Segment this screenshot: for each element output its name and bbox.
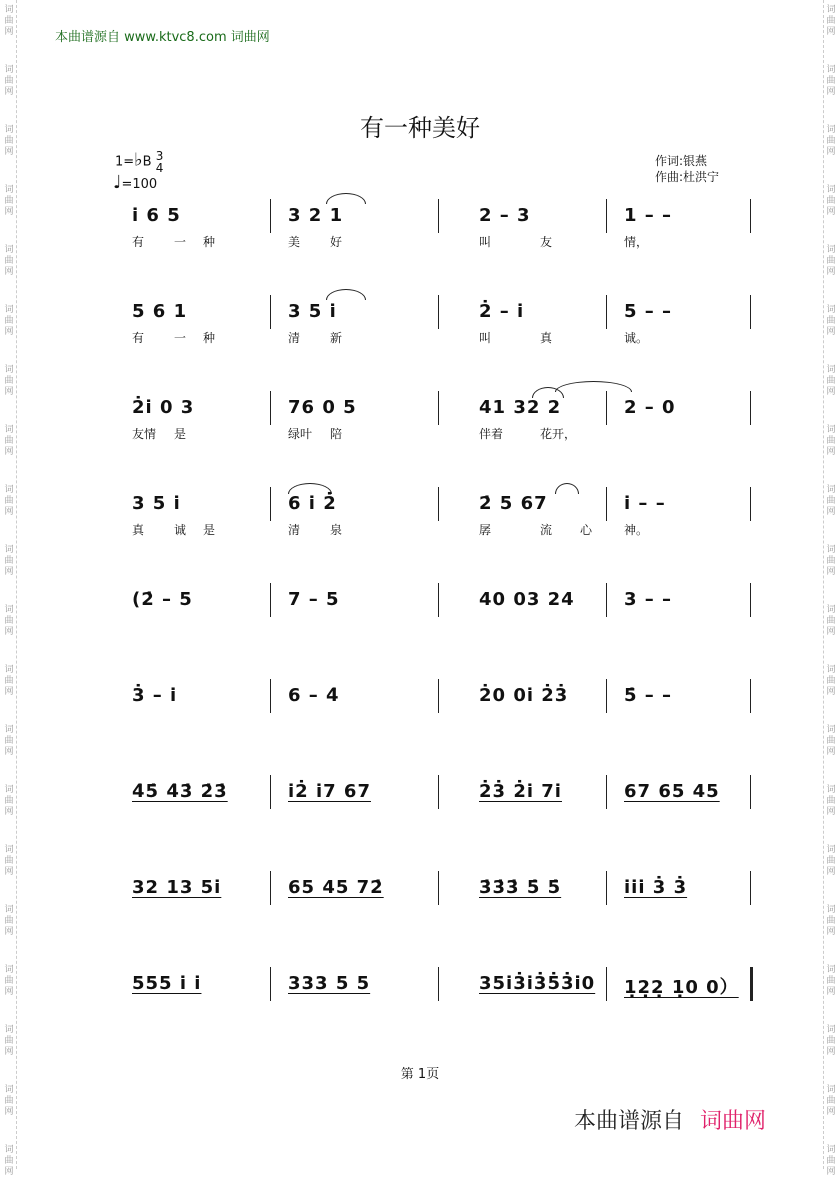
slur-arc [326,289,366,300]
lyric-syllable: 清 [288,523,301,537]
watermark-text: 词 曲 网 [4,1025,14,1057]
watermark-text: 词 曲 网 [826,365,836,397]
measure-notes: 41 32 2 [479,397,562,418]
time-signature [156,150,164,174]
lyric-syllable: 美 [288,235,301,249]
measure-notes: 3̇3̇3̇ 5̇ 5̇ [479,877,562,898]
lyric-syllable: 一 [174,331,187,345]
lyric-syllable: 是 [203,523,216,537]
measure-notes: 1 – – [624,205,673,226]
barline [750,583,751,617]
footer-site: 词曲网 [700,1109,767,1134]
barline [606,583,607,617]
lyric-syllable: 情， [624,235,649,249]
measure-notes: 35i̇3̇i̇3̇5̇3̇i̇0 [479,973,596,994]
lyric-syllable: 友情 [132,427,157,441]
lyric-syllable: 好 [330,235,343,249]
measure-notes: 3 – – [624,589,673,610]
measure-notes: 555 i̇ i̇ [132,973,202,994]
measure-notes: 4̇5̇ 4̇3̇ 2̇3̇ [132,781,228,802]
measure-notes: 76 0 5 [288,397,357,418]
watermark-text: 词 曲 网 [4,845,14,877]
watermark-text: 词 曲 网 [4,425,14,457]
barline [606,391,607,425]
barline [438,583,439,617]
watermark-text: 词 曲 网 [4,965,14,997]
barline [270,391,271,425]
key-prefix: 1= [115,154,135,170]
lyric-syllable: 伴着 [479,427,504,441]
watermark-text: 词 曲 网 [826,65,836,97]
header-source-line: 本曲谱源自 www.ktvc8.com 词曲网 [55,30,270,45]
composer: 作曲:杜洪宁 [655,170,720,184]
lyric-syllable: 叫 [479,331,492,345]
watermark-text: 词 曲 网 [4,185,14,217]
lyric-syllable: 友 [540,235,553,249]
measure-notes: i̇ – – [624,493,666,514]
watermark-text: 词 曲 网 [826,1025,836,1057]
lyric-syllable: 是 [174,427,187,441]
barline [438,967,439,1001]
slur-arc [326,193,366,204]
page-number: 第 1页 [400,1067,440,1082]
quarter-note-icon: ♩ [113,172,122,193]
lyric-syllable: 孱 [479,523,492,537]
barline [750,679,751,713]
barline [438,775,439,809]
score-title: 有一种美好 [360,114,480,142]
lyric-syllable: 有 [132,235,145,249]
flat-symbol: ♭ [134,149,143,171]
measure-notes: i̇i̇i̇ 3̇ 3̇ [624,877,688,898]
slur-arc [555,381,632,392]
barline [270,871,271,905]
barline [750,487,751,521]
measure-notes: 3 5 i̇ [288,301,337,322]
barline [438,391,439,425]
watermark-text: 词 曲 网 [826,1085,836,1117]
watermark-text: 词 曲 网 [826,545,836,577]
lyric-syllable: 新 [330,331,343,345]
lyric-syllable: 清 [288,331,301,345]
score-system [0,205,840,265]
slur-arc [555,483,579,494]
measure-notes: 67 65 45 [624,781,720,802]
watermark-text: 词 曲 网 [4,605,14,637]
watermark-text: 词 曲 网 [826,785,836,817]
barline [750,775,751,809]
watermark-text: 词 曲 网 [4,725,14,757]
barline [750,199,751,233]
measure-notes: 1̣2̣2̣ 1̣0 0） [624,977,739,998]
measure-notes: (2̇ – 5 [132,589,193,610]
measure-notes: 32 13 5i̇ [132,877,222,898]
score-system [0,973,840,1033]
watermark-text: 词 曲 网 [4,305,14,337]
barline [438,871,439,905]
watermark-text: 词 曲 网 [4,785,14,817]
barline [438,295,439,329]
barline [270,199,271,233]
barline [750,871,751,905]
lyric-syllable: 花开， [540,427,577,441]
measure-notes: 6 i̇ 2̇ [288,493,337,514]
watermark-text: 词 曲 网 [4,365,14,397]
lyric-syllable: 一 [174,235,187,249]
measure-notes: i̇ 6 5 [132,205,181,226]
measure-notes: 2 – 3 [479,205,531,226]
measure-notes: 2̇i̇ 0 3 [132,397,195,418]
measure-notes: 5 – – [624,301,673,322]
footer [574,1104,766,1135]
measure-notes: 2̇0 0i̇ 2̇3̇ [479,685,569,706]
barline [438,199,439,233]
credits [655,153,719,185]
measure-notes: 333 5 5 [288,973,371,994]
tempo-marking [113,172,157,193]
barline [606,871,607,905]
barline [750,295,751,329]
watermark-text: 词 曲 网 [4,1145,14,1177]
watermark-text: 词 曲 网 [826,605,836,637]
barline [606,775,607,809]
watermark-text: 词 曲 网 [826,905,836,937]
watermark-text: 词 曲 网 [826,725,836,757]
watermark-text: 词 曲 网 [4,125,14,157]
time-unit: 4 [155,161,164,175]
watermark-text: 词 曲 网 [826,485,836,517]
lyric-syllable: 真 [132,523,145,537]
final-barline [750,967,753,1001]
watermark-text: 词 曲 网 [826,425,836,457]
barline [270,487,271,521]
key-note: B [142,154,152,170]
barline [270,295,271,329]
time-beats: 3 [155,149,164,163]
watermark-text: 词 曲 网 [4,1085,14,1117]
score-system [0,589,840,649]
lyric-syllable: 绿叶 [288,427,313,441]
watermark-text: 词 曲 网 [826,125,836,157]
watermark-text: 词 曲 网 [826,665,836,697]
watermark-text: 词 曲 网 [826,305,836,337]
footer-source: 本曲谱源自 [574,1109,685,1134]
barline [270,583,271,617]
lyric-syllable: 心 [580,523,593,537]
score-system [0,397,840,457]
watermark-text: 词 曲 网 [4,545,14,577]
lyric-syllable: 陪 [330,427,343,441]
measure-notes: 2̇ – i̇ [479,301,525,322]
barline [438,487,439,521]
measure-notes: 3 5 i̇ [132,493,181,514]
measure-notes: 3̇ – i̇ [132,685,178,706]
watermark-text: 词 曲 网 [826,845,836,877]
watermark-text: 词 曲 网 [4,65,14,97]
barline [270,967,271,1001]
lyric-syllable: 泉 [330,523,343,537]
watermark-text: 词 曲 网 [4,5,14,37]
barline [750,391,751,425]
barline [438,679,439,713]
watermark-text: 词 曲 网 [826,965,836,997]
measure-notes: i̇2̇ i̇7 67 [288,781,371,802]
watermark-text: 词 曲 网 [826,185,836,217]
measure-notes: 3 2 1 [288,205,344,226]
lyric-syllable: 有 [132,331,145,345]
lyric-syllable: 神。 [624,523,649,537]
measure-notes: 2 – 0 [624,397,676,418]
measure-notes: 5 6 1 [132,301,188,322]
lyric-syllable: 诚。 [624,331,649,345]
watermark-text: 词 曲 网 [826,245,836,277]
lyric-syllable: 流 [540,523,553,537]
measure-notes: 6 – 4̇ [288,685,340,706]
measure-notes: 2̇3̇ 2̇i̇ 7i̇ [479,781,562,802]
key-signature [115,150,163,174]
watermark-text: 词 曲 网 [4,485,14,517]
score-system [0,877,840,937]
tempo-value: =100 [121,177,158,192]
score-system [0,781,840,841]
barline [270,679,271,713]
watermark-text: 词 曲 网 [4,245,14,277]
score-system [0,493,840,553]
lyric-syllable: 真 [540,331,553,345]
watermark-text: 词 曲 网 [826,5,836,37]
lyric-syllable: 种 [203,331,216,345]
barline [606,295,607,329]
lyric-syllable: 诚 [174,523,187,537]
lyricist: 作词:银燕 [655,154,708,168]
measure-notes: 5̇ – – [624,685,673,706]
score-system [0,685,840,745]
measure-notes: 2̇ 5 67 [479,493,548,514]
lyric-syllable: 种 [203,235,216,249]
watermark-text: 词 曲 网 [4,665,14,697]
barline [606,679,607,713]
lyric-syllable: 叫 [479,235,492,249]
barline [606,199,607,233]
barline [606,487,607,521]
measure-notes: 7 – 5 [288,589,340,610]
barline [606,967,607,1001]
watermark-text: 词 曲 网 [826,1145,836,1177]
slur-arc [288,483,332,494]
measure-notes: 65 45 72̇ [288,877,384,898]
measure-notes: 40 03 24 [479,589,575,610]
watermark-text: 词 曲 网 [4,905,14,937]
barline [270,775,271,809]
score-system [0,301,840,361]
